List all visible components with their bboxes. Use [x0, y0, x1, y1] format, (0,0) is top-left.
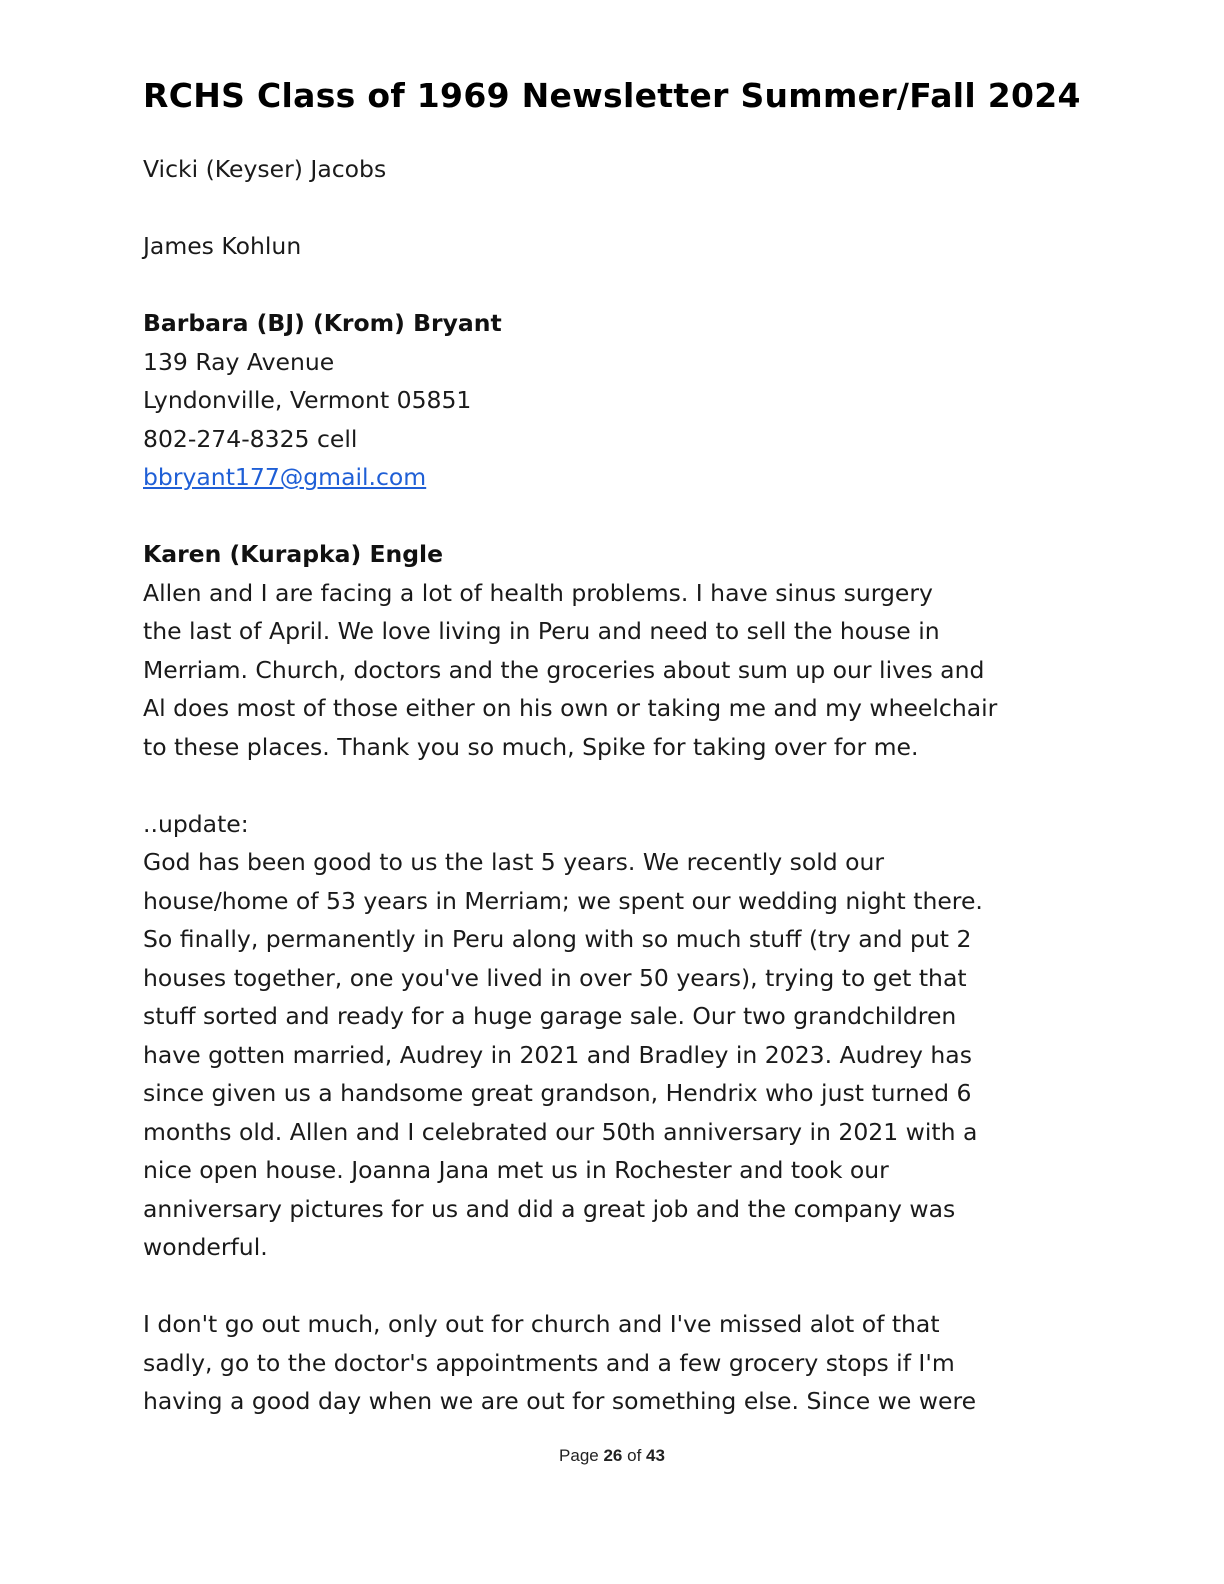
spacer — [143, 497, 1083, 536]
barbara-email-link[interactable]: bbryant177@gmail.com — [143, 463, 427, 491]
text-line: months old. Allen and I celebrated our 50th anniversary in 2021 with a — [143, 1117, 978, 1146]
karen-update-label: ..update: — [143, 809, 249, 838]
text-line: sadly, go to the doctor's appointments and a few grocery stops if I'm — [143, 1348, 955, 1377]
text-line: Allen and I are facing a lot of health problems. I have sinus surgery — [143, 578, 933, 607]
page-title: RCHS Class of 1969 Newsletter Summer/Fall 2024 — [143, 76, 1081, 115]
karen-paragraph-2 — [143, 843, 1083, 1267]
text-line: nice open house. Joanna Jana met us in Rochester and took our — [143, 1156, 889, 1184]
text-line: Al does most of those either on his own or taking me and my wheelchair — [143, 694, 998, 722]
barbara-address-line2: Lyndonville, Vermont 05851 — [143, 386, 472, 414]
text-line: house/home of 53 years in Merriam; we spent our wedding night there. — [143, 886, 983, 915]
text-line: I don't go out much, only out for church and I've missed alot of that — [143, 1310, 940, 1338]
text-line: having a good day when we are out for something else. Since we were — [143, 1387, 977, 1415]
footer-page-word: Page — [559, 1446, 599, 1465]
entry-name-james: James Kohlun — [143, 232, 302, 260]
page-footer — [0, 1446, 1224, 1466]
barbara-email-line — [143, 458, 1083, 497]
barbara-phone: 802-274-8325 cell — [143, 424, 358, 453]
spacer — [143, 189, 1083, 228]
entry-name-barbara: Barbara (BJ) (Krom) Bryant — [143, 309, 502, 337]
entry-name-karen: Karen (Kurapka) Engle — [143, 540, 444, 568]
karen-paragraph-3 — [143, 1305, 1083, 1421]
footer-page-number: 26 — [603, 1446, 623, 1465]
text-line: the last of April. We love living in Peru and need to sell the house in — [143, 617, 940, 645]
page-content — [143, 150, 1083, 1421]
text-line: houses together, one you've lived in over 50 years), trying to get that — [143, 963, 967, 992]
text-line: wonderful. — [143, 1233, 268, 1261]
footer-of-word: of — [627, 1446, 642, 1465]
text-line: have gotten married, Audrey in 2021 and Bradley in 2023. Audrey has — [143, 1040, 972, 1069]
entry-name-vicki: Vicki (Keyser) Jacobs — [143, 155, 387, 183]
karen-paragraph-1 — [143, 574, 1083, 767]
text-line: anniversary pictures for us and did a great job and the company was — [143, 1194, 956, 1223]
spacer — [143, 266, 1083, 305]
text-line: Merriam. Church, doctors and the groceries about sum up our lives and — [143, 655, 985, 684]
text-line: God has been good to us the last 5 years. We recently sold our — [143, 848, 885, 876]
text-line: So finally, permanently in Peru along with so much stuff (try and put 2 — [143, 925, 972, 953]
text-line: stuff sorted and ready for a huge garage sale. Our two grandchildren — [143, 1002, 957, 1030]
spacer — [143, 1267, 1083, 1306]
footer-total-pages: 43 — [646, 1446, 665, 1465]
spacer — [143, 766, 1083, 805]
barbara-address-line1: 139 Ray Avenue — [143, 347, 335, 376]
text-line: since given us a handsome great grandson, Hendrix who just turned 6 — [143, 1079, 972, 1107]
text-line: to these places. Thank you so much, Spike for taking over for me. — [143, 732, 919, 761]
